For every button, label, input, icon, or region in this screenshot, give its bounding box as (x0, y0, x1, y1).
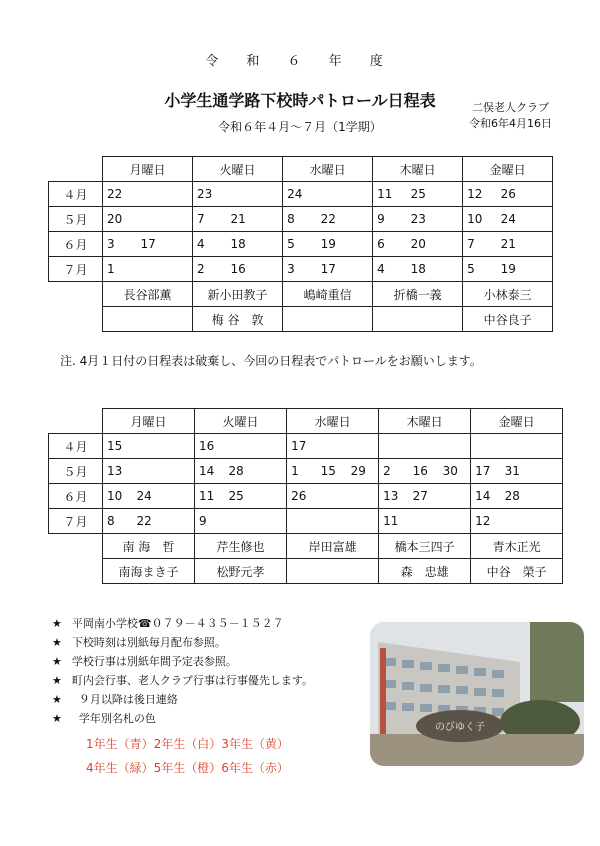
note-item (52, 690, 313, 709)
date-cell (501, 509, 531, 534)
date-cell (255, 434, 287, 459)
day-header: 木曜日 (373, 157, 463, 182)
date-cell: 23 (407, 207, 431, 232)
date-cell (317, 484, 347, 509)
date-cell: 27 (409, 484, 439, 509)
month-row (49, 484, 563, 509)
date-cell (347, 509, 379, 534)
patrol-names-row (49, 307, 553, 332)
month-row (49, 509, 563, 534)
patrol-member-name: 長谷部薫 (103, 282, 193, 307)
schedule-table-1 (48, 156, 553, 332)
date-cell: 24 (133, 484, 163, 509)
date-cell (137, 182, 161, 207)
date-cell: 22 (103, 182, 137, 207)
note-text: ９月以降は後日連絡 (71, 693, 178, 706)
stone-sign-text: のびゆく子 (435, 722, 485, 733)
patrol-names-row (49, 282, 553, 307)
date-cell (251, 207, 283, 232)
patrol-member-name (373, 307, 463, 332)
date-cell (227, 182, 251, 207)
star-icon: ★ (52, 712, 62, 725)
date-cell: 30 (439, 459, 471, 484)
date-cell: 28 (225, 459, 255, 484)
date-cell (163, 459, 195, 484)
date-cell (161, 182, 193, 207)
month-label: ４月 (49, 434, 103, 459)
day-header: 水曜日 (287, 409, 379, 434)
date-cell (341, 232, 373, 257)
date-cell: 16 (195, 434, 225, 459)
date-cell (341, 257, 373, 282)
date-cell: 17 (471, 459, 501, 484)
date-cell: 23 (193, 182, 227, 207)
date-cell (347, 434, 379, 459)
date-cell (161, 232, 193, 257)
date-cell (287, 509, 317, 534)
month-row (49, 207, 553, 232)
date-cell (133, 459, 163, 484)
date-cell: 15 (103, 434, 133, 459)
month-row (49, 434, 563, 459)
date-cell: 31 (501, 459, 531, 484)
star-icon: ★ (52, 636, 62, 649)
date-cell (531, 434, 563, 459)
month-label: ５月 (49, 459, 103, 484)
patrol-member-name (103, 307, 193, 332)
schedule-table-2 (48, 408, 563, 584)
date-cell (251, 257, 283, 282)
patrol-member-name: 南海まき子 (103, 559, 195, 584)
date-cell: 13 (103, 459, 133, 484)
date-cell (531, 459, 563, 484)
patrol-member-name: 橋本三四子 (379, 534, 471, 559)
day-header: 金曜日 (463, 157, 553, 182)
date-cell (521, 257, 553, 282)
grade-colors-line-2: 4年生（緑）5年生（橙）6年生（赤） (86, 761, 289, 775)
date-cell (431, 257, 463, 282)
patrol-member-name: 折橋一義 (373, 282, 463, 307)
day-header-row (49, 409, 563, 434)
star-icon: ★ (52, 617, 62, 630)
date-cell (163, 509, 195, 534)
date-cell (341, 182, 373, 207)
date-cell: 21 (497, 232, 521, 257)
note-item (52, 709, 313, 728)
date-cell: 4 (193, 232, 227, 257)
date-cell: 20 (103, 207, 137, 232)
star-icon: ★ (52, 655, 62, 668)
grade-color-list (86, 732, 289, 780)
patrol-names-row (49, 534, 563, 559)
date-cell (431, 182, 463, 207)
patrol-member-name: 森 忠雄 (379, 559, 471, 584)
grade-colors-line-1: 1年生（青）2年生（白）3年生（黄） (86, 737, 289, 751)
date-cell (161, 207, 193, 232)
schedule-period: 令和６年４月～７月（1学期） (218, 120, 382, 134)
date-cell: 5 (283, 232, 317, 257)
date-cell: 6 (373, 232, 407, 257)
organization-name: 二俣老人クラブ (472, 101, 549, 114)
date-cell: 22 (133, 509, 163, 534)
patrol-member-name (287, 559, 379, 584)
date-cell: 21 (227, 207, 251, 232)
date-cell (137, 207, 161, 232)
date-cell (255, 484, 287, 509)
date-cell (317, 182, 341, 207)
date-cell: 29 (347, 459, 379, 484)
date-cell (133, 434, 163, 459)
patrol-member-name: 芹生修也 (195, 534, 287, 559)
page-title: 小学生通学路下校時パトロール日程表 (164, 91, 436, 110)
date-cell: 25 (407, 182, 431, 207)
date-cell (501, 434, 531, 459)
month-label: ５月 (49, 207, 103, 232)
date-cell: 4 (373, 257, 407, 282)
date-cell: 14 (471, 484, 501, 509)
note-text: 町内会行事、老人クラブ行事は行事優先します。 (71, 674, 313, 687)
date-cell (347, 484, 379, 509)
note-item (52, 633, 313, 652)
date-cell: 1 (103, 257, 137, 282)
day-header: 月曜日 (103, 157, 193, 182)
patrol-member-name: 松野元孝 (195, 559, 287, 584)
date-cell: 26 (287, 484, 317, 509)
day-header: 水曜日 (283, 157, 373, 182)
month-label: ６月 (49, 484, 103, 509)
blank-cell (49, 559, 103, 584)
patrol-names-row (49, 559, 563, 584)
month-label: ６月 (49, 232, 103, 257)
date-cell: 11 (373, 182, 407, 207)
month-label: ７月 (49, 509, 103, 534)
day-header: 木曜日 (379, 409, 471, 434)
date-cell: 12 (471, 509, 501, 534)
date-cell (137, 257, 161, 282)
date-cell (251, 232, 283, 257)
date-cell (409, 509, 439, 534)
notice-text: 注. 4月１日付の日程表は破棄し、今回の日程表でパトロールをお願いします。 (60, 354, 482, 368)
date-cell: 2 (379, 459, 409, 484)
date-cell: 16 (409, 459, 439, 484)
date-cell (521, 207, 553, 232)
date-cell (251, 182, 283, 207)
date-cell (531, 509, 563, 534)
month-label: ７月 (49, 257, 103, 282)
day-header: 金曜日 (471, 409, 563, 434)
patrol-member-name (283, 307, 373, 332)
month-row (49, 257, 553, 282)
date-cell: 26 (497, 182, 521, 207)
date-cell: 11 (195, 484, 225, 509)
organization-block (469, 100, 552, 132)
date-cell (317, 434, 347, 459)
date-cell: 14 (195, 459, 225, 484)
date-cell (379, 434, 409, 459)
date-cell (531, 484, 563, 509)
date-cell: 17 (317, 257, 341, 282)
date-cell: 2 (193, 257, 227, 282)
patrol-member-name: 梅 谷 敦 (193, 307, 283, 332)
patrol-member-name: 嶋崎重信 (283, 282, 373, 307)
patrol-member-name: 岸田富雄 (287, 534, 379, 559)
note-text: 平岡南小学校☎０７９－４３５－１５２７ (71, 617, 284, 630)
fiscal-year: 令 和 ６ 年 度 (205, 54, 395, 69)
school-photo (370, 622, 584, 766)
day-header: 火曜日 (193, 157, 283, 182)
date-cell: 11 (379, 509, 409, 534)
date-cell: 24 (497, 207, 521, 232)
corner-cell (49, 409, 103, 434)
issue-date: 令和6年4月16日 (469, 117, 552, 130)
date-cell (471, 434, 501, 459)
month-label: ４月 (49, 182, 103, 207)
date-cell: 9 (373, 207, 407, 232)
date-cell: 9 (195, 509, 225, 534)
note-item (52, 652, 313, 671)
date-cell (255, 509, 287, 534)
date-cell: 8 (103, 509, 133, 534)
patrol-member-name: 青木正光 (471, 534, 563, 559)
patrol-member-name: 南 海 哲 (103, 534, 195, 559)
date-cell: 24 (283, 182, 317, 207)
date-cell: 3 (103, 232, 137, 257)
date-cell: 3 (283, 257, 317, 282)
date-cell: 15 (317, 459, 347, 484)
date-cell: 20 (407, 232, 431, 257)
note-item (52, 671, 313, 690)
date-cell: 19 (317, 232, 341, 257)
day-header-row (49, 157, 553, 182)
blank-cell (49, 534, 103, 559)
date-cell (341, 207, 373, 232)
date-cell: 19 (497, 257, 521, 282)
date-cell: 17 (137, 232, 161, 257)
day-header: 月曜日 (103, 409, 195, 434)
corner-cell (49, 157, 103, 182)
notes-list (52, 614, 313, 728)
date-cell (409, 434, 439, 459)
date-cell (521, 232, 553, 257)
date-cell (431, 232, 463, 257)
date-cell (521, 182, 553, 207)
patrol-member-name: 新小田教子 (193, 282, 283, 307)
date-cell (163, 434, 195, 459)
date-cell: 18 (227, 232, 251, 257)
date-cell: 12 (463, 182, 497, 207)
date-cell (225, 509, 255, 534)
month-row (49, 232, 553, 257)
date-cell: 1 (287, 459, 317, 484)
date-cell: 10 (463, 207, 497, 232)
date-cell: 28 (501, 484, 531, 509)
date-cell: 7 (463, 232, 497, 257)
note-text: 学校行事は別紙年間予定表参照。 (71, 655, 237, 668)
date-cell (161, 257, 193, 282)
school-building-image (370, 622, 584, 766)
month-row (49, 459, 563, 484)
blank-cell (49, 307, 103, 332)
date-cell: 25 (225, 484, 255, 509)
date-cell (439, 509, 471, 534)
note-item (52, 614, 313, 633)
date-cell (163, 484, 195, 509)
date-cell (317, 509, 347, 534)
date-cell (225, 434, 255, 459)
date-cell: 10 (103, 484, 133, 509)
date-cell: 22 (317, 207, 341, 232)
note-text: 学年別名札の色 (71, 712, 156, 725)
patrol-member-name: 中谷良子 (463, 307, 553, 332)
star-icon: ★ (52, 674, 62, 687)
date-cell (439, 484, 471, 509)
date-cell: 16 (227, 257, 251, 282)
date-cell: 7 (193, 207, 227, 232)
date-cell: 18 (407, 257, 431, 282)
day-header: 火曜日 (195, 409, 287, 434)
star-icon: ★ (52, 693, 62, 706)
date-cell (431, 207, 463, 232)
date-cell: 13 (379, 484, 409, 509)
blank-cell (49, 282, 103, 307)
month-row (49, 182, 553, 207)
date-cell (439, 434, 471, 459)
date-cell: 5 (463, 257, 497, 282)
note-text: 下校時刻は別紙毎月配布参照。 (71, 636, 226, 649)
patrol-member-name: 中谷 榮子 (471, 559, 563, 584)
date-cell: 17 (287, 434, 317, 459)
date-cell: 8 (283, 207, 317, 232)
date-cell (255, 459, 287, 484)
patrol-member-name: 小林泰三 (463, 282, 553, 307)
